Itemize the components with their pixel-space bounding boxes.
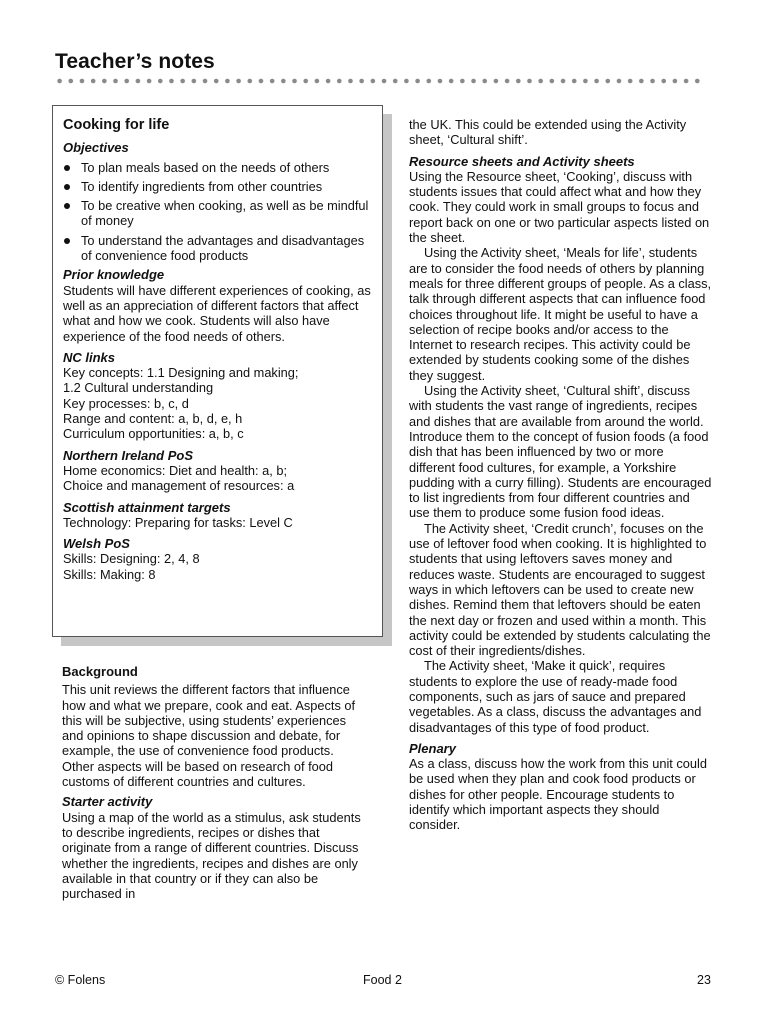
- continued-text: the UK. This could be extended using the Activity sheet, ‘Cultural shift’.: [409, 117, 687, 148]
- box-title: Cooking for life: [63, 117, 170, 133]
- resource-paragraph: Using the Resource sheet, ‘Cooking’, discuss with students issues that could affect what and how they cook. They could work in small groups to focus and report back on one or two particular aspects listed on the sheet.: [409, 168, 710, 246]
- background-heading: Background: [62, 664, 138, 679]
- ni-line: Choice and management of resources: a: [63, 478, 295, 494]
- resource-paragraph: Using the Activity sheet, ‘Cultural shift’, discuss with students the vast range of ingredients, recipes and dishes that are available from around the world. Introduce them to the concept of fusion foods (a food dish that has been influenced by two or more different food cultures, for example, a Yorkshire pudding with a curry filling). Students are encouraged to list ingredients from four different countries and use them to produce some fusion food ideas.: [409, 383, 712, 521]
- background-text: This unit reviews the different factors that influence how and what we prepare, cook and eat. Aspects of this will be subjective, using students’ experiences and opinions to shape discussion and debate, for example, the use of convenience food products. Other aspects will be based on research of food customs of different countries and cultures.: [62, 682, 356, 790]
- left-column: [62, 664, 362, 901]
- footer-book-title: Food 2: [363, 973, 402, 987]
- nc-line: 1.2 Cultural understanding: [63, 380, 214, 396]
- info-box: [52, 105, 383, 637]
- objective-item: To be creative when cooking, as well as be mindful of money: [63, 198, 375, 229]
- resource-paragraph: The Activity sheet, ‘Credit crunch’, focuses on the use of leftover food when cooking. It is highlighted to students that using leftovers saves money and reduces waste. Students are encouraged to suggest ways in which leftovers can be used to create new dishes. Remind them that leftovers should be eaten the next day or frozen and used within a month. This activity could be extended by students calculating the cost of their ingredients/dishes.: [409, 520, 711, 659]
- resource-sheets-heading: Resource sheets and Activity sheets: [409, 153, 635, 169]
- starter-heading: Starter activity: [62, 794, 153, 810]
- nc-line: Range and content: a, b, d, e, h: [63, 411, 243, 427]
- starter-text: Using a map of the world as a stimulus, ask students to describe ingredients, recipes or dishes that originate from a range of different countries. Discuss whether the ingredients, recipes and dishes are only available in that country or if they can also be purchased in: [62, 809, 361, 902]
- welsh-pos-heading: Welsh PoS: [63, 536, 130, 552]
- objective-item: To identify ingredients from other countries: [63, 179, 375, 194]
- footer-page-number: 23: [697, 973, 711, 987]
- dotted-divider: [54, 78, 706, 84]
- footer-copyright: © Folens: [55, 973, 106, 987]
- welsh-line: Skills: Designing: 2, 4, 8: [63, 551, 200, 567]
- objectives-list: [63, 160, 375, 264]
- resource-paragraph: Using the Activity sheet, ‘Meals for life’, students are to consider the food needs of others by planning meals for three different groups of people. As a class, talk through different aspects that can influence food choices throughout life. It might be useful to have a selection of recipe books and/or access to the Internet to research recipes. This activity could be extended by students cooking some of the dishes they suggest.: [409, 245, 712, 383]
- nc-links-heading: NC links: [63, 349, 116, 365]
- scottish-targets-heading: Scottish attainment targets: [63, 499, 231, 515]
- plenary-heading: Plenary: [409, 740, 456, 756]
- prior-knowledge-heading: Prior knowledge: [63, 267, 165, 283]
- nc-line: Key concepts: 1.1 Designing and making;: [63, 365, 299, 381]
- ni-line: Home economics: Diet and health: a, b;: [63, 462, 288, 478]
- nc-line: Curriculum opportunities: a, b, c: [63, 426, 244, 442]
- ni-pos-heading: Northern Ireland PoS: [63, 447, 194, 463]
- resource-paragraph: The Activity sheet, ‘Make it quick’, requires students to explore the use of ready-made food components, such as jars of sauce and prepared vegetables. As a class, discuss the advantages and disadvantages of this type of food product.: [409, 658, 702, 735]
- page-title: Teacher’s notes: [55, 50, 215, 73]
- prior-knowledge-text: Students will have different experiences of cooking, as well as an appreciation of different factors that affect what and how we cook. Students will also have experience of the food needs of others.: [63, 282, 371, 344]
- nc-line: Key processes: b, c, d: [63, 395, 189, 411]
- welsh-line: Skills: Making: 8: [63, 566, 156, 582]
- scottish-line: Technology: Preparing for tasks: Level C: [63, 514, 293, 530]
- right-column: [409, 117, 713, 833]
- objectives-heading: Objectives: [63, 140, 129, 156]
- objective-item: To plan meals based on the needs of others: [63, 160, 375, 175]
- plenary-text: As a class, discuss how the work from this unit could be used when they plan and cook food products or dishes for other people. Encourage students to identify which important aspects they should consider.: [409, 756, 708, 833]
- objective-item: To understand the advantages and disadvantages of convenience food products: [63, 233, 375, 264]
